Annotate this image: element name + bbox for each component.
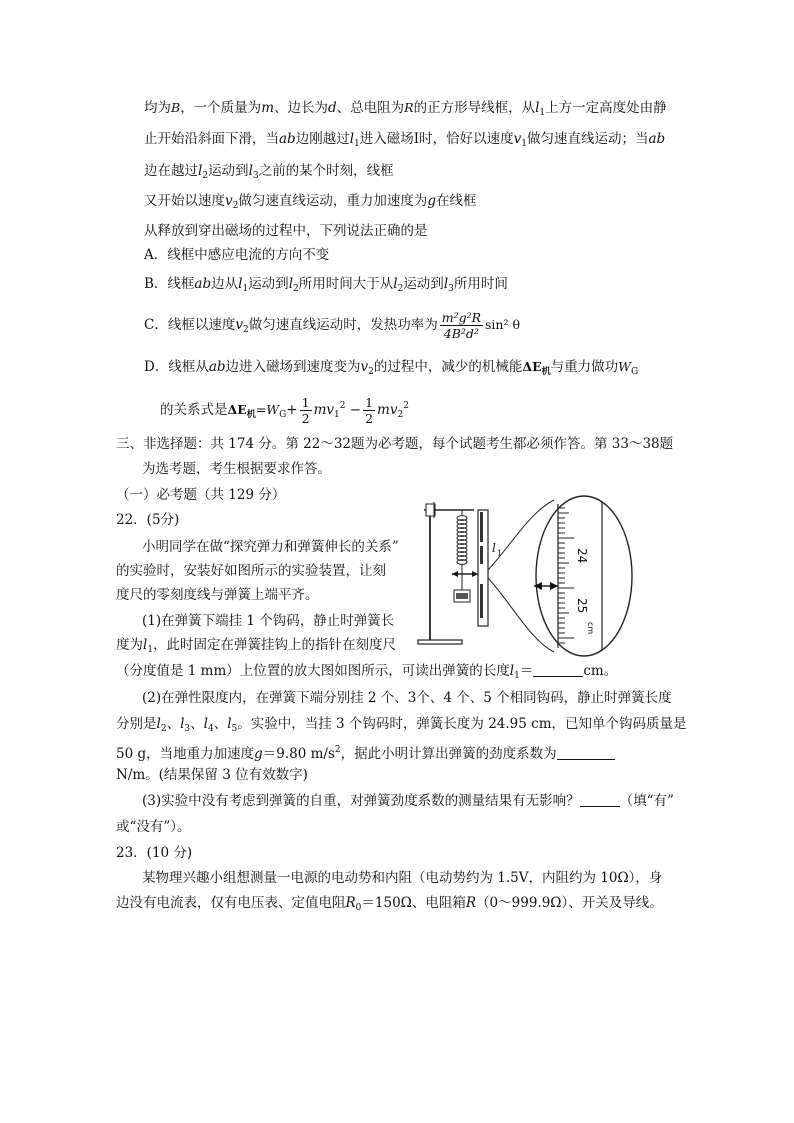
text-line: 又开始以速度$v_2$做匀速直线运动，重力加速度为g在线框: [144, 193, 477, 211]
text-line: (3)实验中没有考虑到弹簧的自重，对弹簧劲度系数的测量结果有无影响？ （填“有”: [142, 793, 674, 809]
option-d: D．线框从ab边进入磁场到速度变为$v_2$的过程中，减少的机械能$\Delta E_机$与重力做功$W_G$: [144, 359, 639, 377]
text-line: 50 g，当地重力加速度g＝9.80 $m/s^2$，据此小明计算出弹簧的劲度系数为: [116, 741, 615, 763]
text-line: N/m。(结果保留 3 位有效数字): [116, 767, 308, 783]
spring: [457, 510, 467, 580]
text-line: 度为$l_1$，此时固定在弹簧挂钩上的指针在刻度尺: [116, 637, 397, 655]
text-line: 或“没有”）。: [116, 819, 191, 835]
section-heading-cont: 为选考题，考生根据要求作答。: [142, 461, 331, 477]
text-line: 均为B，一个质量为m、边长为d、总电阻为R的正方形导线框，从$l_1$上方一定高度处由静: [144, 100, 667, 118]
unit-cm: cm: [586, 622, 595, 635]
text-line: 的实验时，安装好如图所示的实验装置，让刻: [116, 563, 386, 579]
text-line: （分度值是 1 mm）上位置的放大图如图所示，可读出弹簧的长度$l_1=$ cm。: [116, 663, 618, 681]
magnified-ruler-view: [534, 496, 632, 656]
iron-stand: [418, 502, 474, 644]
subsection-heading: （一）必考题（共 129 分）: [116, 487, 286, 503]
answer-blank-length[interactable]: [533, 662, 583, 677]
question-number-23: 23．(10 分): [116, 845, 193, 861]
question-number-22: 22．(5分): [116, 512, 180, 528]
text-line: 从释放到穿出磁场的过程中，下列说法正确的是: [144, 223, 428, 239]
text-line: 止开始沿斜面下滑，当ab边刚越过$l_1$进入磁场Ⅰ时，恰好以速度$v_1$做匀速直线运动；当ab: [144, 131, 666, 149]
text-line: 某物理兴趣小组想测量一电源的电动势和内阻（电动势约为 1.5V，内阻约为 10Ω），身: [142, 870, 663, 886]
heat-power-fraction: $\frac{\text{m²g²R}}{\text{4B²d²}}$: [441, 310, 482, 341]
text-line: 分别是$l_2$、$l_3$、$l_4$、$l_5$。实验中，当挂 3 个钩码时，弹簧长度为 24.95 cm，已知单个钩码质量是: [116, 716, 687, 734]
label-l1: l: [492, 541, 496, 555]
ruler: [478, 510, 488, 626]
label-l1-sub: 1: [497, 549, 503, 558]
option-c: C．线框以速度$v_2$做匀速直线运动时，发热功率为 $\frac{\text{m²g²R}}{\text{4B²d²}}$ sin² θ: [144, 310, 520, 341]
answer-blank-stiffness[interactable]: [557, 745, 615, 760]
option-b: B．线框ab边从$l_1$运动到$l_2$所用时间大于从$l_2$运动到$l_3$所用时间: [144, 276, 508, 294]
text-line: 边在越过$l_2$运动到$l_3$之前的某个时刻，线框: [144, 163, 394, 181]
tick-label-25: 25: [575, 598, 589, 614]
pointer: [452, 571, 478, 577]
spring-experiment-figure: [412, 494, 638, 658]
hook-weight: [454, 580, 470, 602]
text-line: 边没有电流表，仅有电压表、定值电阻$R_0=150\Omega$、电阻箱R（0～999.9Ω）、开关及导线。: [116, 895, 663, 913]
text-line: (2)在弹性限度内，在弹簧下端分别挂 2 个、3个、4 个、5 个相同钩码，静止时弹簧长度: [142, 690, 672, 706]
tick-label-24: 24: [575, 548, 589, 564]
option-a: A．线框中感应电流的方向不变: [144, 247, 330, 263]
section-heading: 三、非选择题：共 174 分。第 22～32题为必考题，每个试题考生都必须作答。第 33～38题: [116, 436, 674, 452]
text-line: 度尺的零刻度线与弹簧上端平齐。: [116, 587, 319, 603]
answer-blank-effect[interactable]: [580, 792, 620, 807]
option-d-formula: 的关系式是$\Delta E_机=W_G+$ $\frac{1}{2}$ $mv_1^2$ − $\frac{1}{2}$ $mv_2^2$: [160, 395, 409, 426]
text-line: 小明同学在做“探究弹力和弹簧伸长的关系”: [142, 539, 399, 555]
text-line: (1)在弹簧下端挂 1 个钩码，静止时弹簧长: [142, 613, 395, 629]
